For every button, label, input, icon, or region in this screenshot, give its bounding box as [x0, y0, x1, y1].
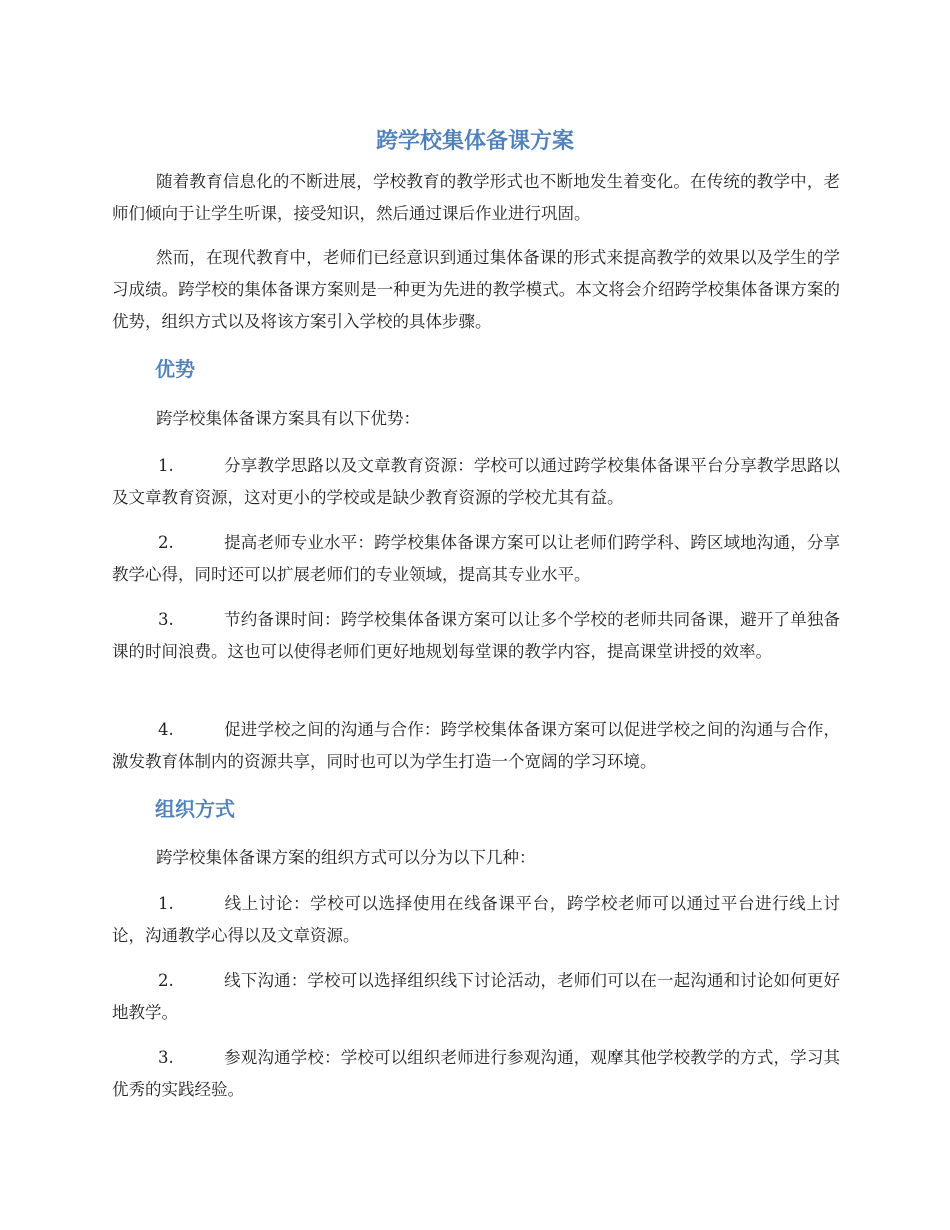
list-item — [112, 527, 840, 591]
section-intro-advantages: 跨学校集体备课方案具有以下优势： — [156, 409, 420, 428]
intro-paragraph-1: 随着教育信息化的不断进展，学校教育的教学形式也不断地发生着变化。在传统的教学中，老师们倾向于让学生听课，接受知识，然后通过课后作业进行巩固。 — [112, 172, 840, 223]
list-item — [112, 450, 840, 514]
document-title: 跨学校集体备课方案 — [375, 129, 574, 154]
list-item-number: 3. — [158, 1048, 174, 1067]
list-item-number: 1. — [158, 894, 174, 913]
list-item-text: 线上讨论：学校可以选择使用在线备课平台，跨学校老师可以通过平台进行线上讨论，沟通教学心得以及文章资源。 — [112, 894, 840, 945]
list-item-text: 促进学校之间的沟通与合作：跨学校集体备课方案可以促进学校之间的沟通与合作，激发教育体制内的资源共享，同时也可以为学生打造一个宽阔的学习环境。 — [112, 720, 840, 771]
list-item-text: 提高老师专业水平：跨学校集体备课方案可以让老师们跨学科、跨区域地沟通，分享教学心得，同时还可以扩展老师们的专业领域，提高其专业水平。 — [112, 533, 840, 584]
section-heading-organization: 组织方式 — [155, 797, 235, 821]
list-item-number: 2. — [158, 971, 174, 990]
list-item-text: 线下沟通：学校可以选择组织线下讨论活动，老师们可以在一起沟通和讨论如何更好地教学。 — [112, 971, 840, 1022]
list-item-text: 参观沟通学校：学校可以组织老师进行参观沟通，观摩其他学校教学的方式，学习其优秀的实践经验。 — [112, 1048, 840, 1099]
list-item-text: 节约备课时间：跨学校集体备课方案可以让多个学校的老师共同备课，避开了单独备课的时间浪费。这也可以使得老师们更好地规划每堂课的教学内容，提高课堂讲授的效率。 — [112, 610, 840, 661]
list-item — [112, 714, 840, 778]
list-item-number: 2. — [158, 533, 174, 552]
list-item-text: 分享教学思路以及文章教育资源：学校可以通过跨学校集体备课平台分享教学思路以及文章教育资源，这对更小的学校或是缺少教育资源的学校尤其有益。 — [112, 456, 840, 507]
list-item — [112, 888, 840, 952]
section-intro-organization: 跨学校集体备课方案的组织方式可以分为以下几种： — [156, 848, 536, 867]
list-item-number: 1. — [158, 456, 174, 475]
list-item — [112, 604, 840, 668]
list-item-number: 4. — [158, 720, 174, 739]
intro-paragraph-2: 然而，在现代教育中，老师们已经意识到通过集体备课的形式来提高教学的效果以及学生的学习成绩。跨学校的集体备课方案则是一种更为先进的教学模式。本文将会介绍跨学校集体备课方案的优势，组织方式以及将该方案引入学校的具体步骤。 — [112, 248, 840, 331]
list-item-number: 3. — [158, 610, 174, 629]
section-heading-advantages: 优势 — [155, 357, 195, 381]
list-item — [112, 965, 840, 1029]
list-item — [112, 1042, 840, 1106]
